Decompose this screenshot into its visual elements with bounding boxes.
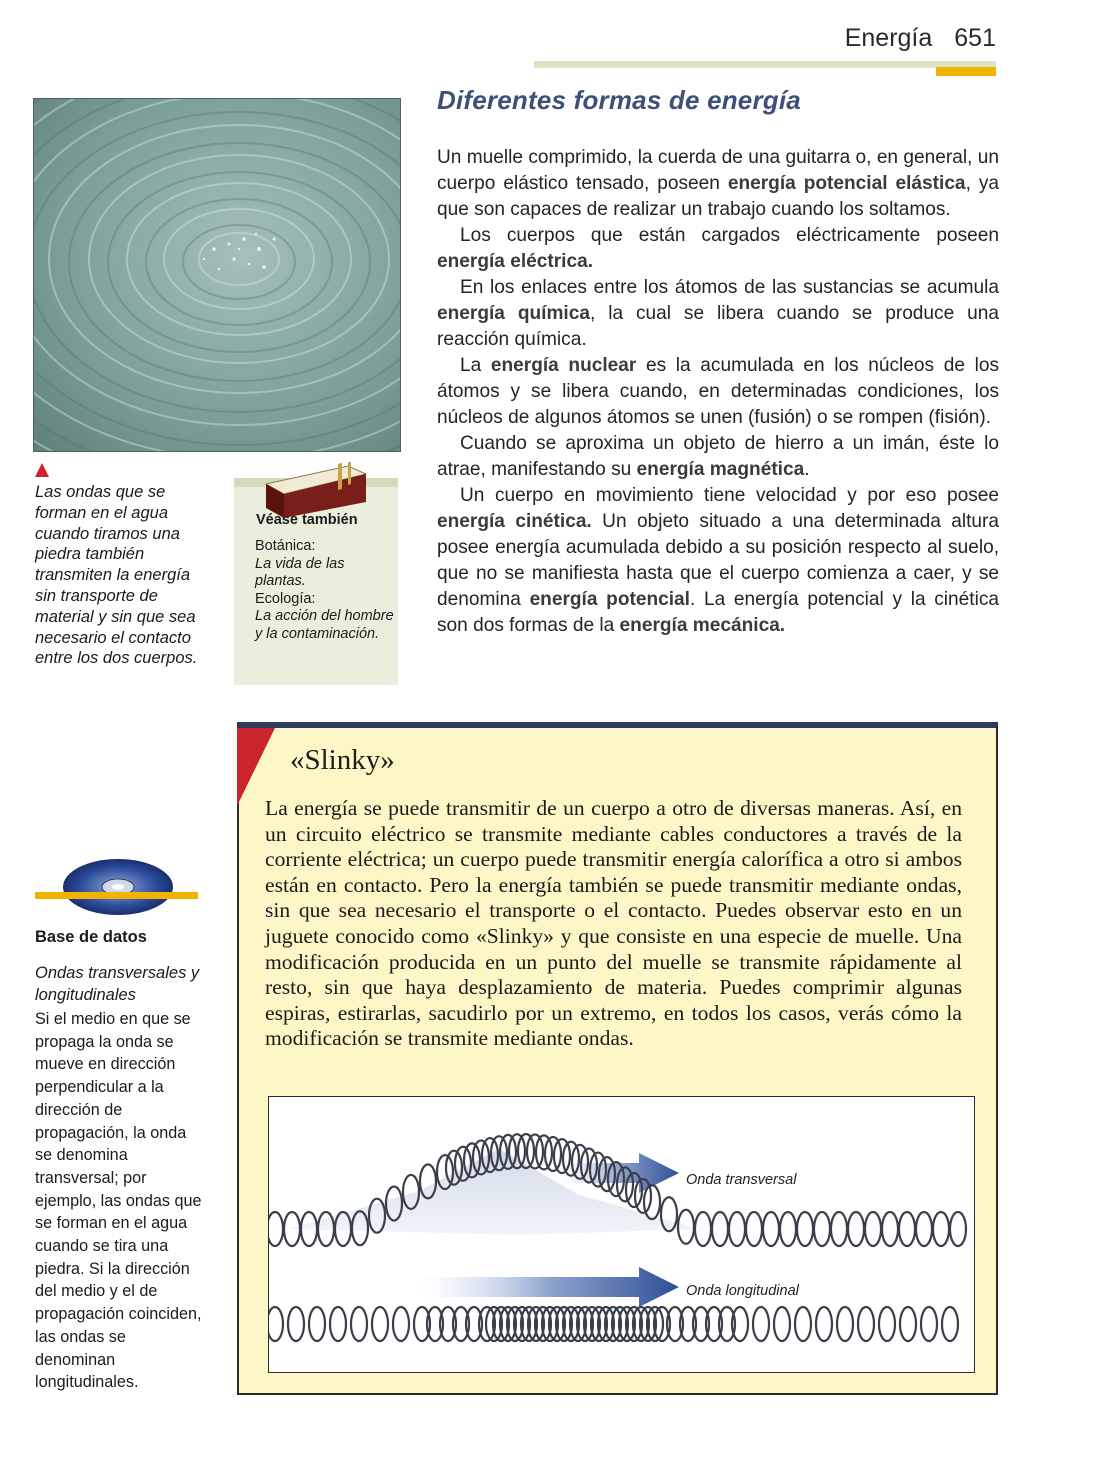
- slinky-coil: [848, 1212, 864, 1246]
- slinky-coil: [899, 1212, 915, 1246]
- paragraph: [437, 431, 999, 483]
- slinky-coil: [763, 1212, 779, 1246]
- text-run: Cuando se aproxima un objeto de hierro a un imán, éste lo atrae, manifestando su: [437, 433, 999, 480]
- header-rule: [534, 61, 996, 68]
- key-term: energía potencial: [529, 589, 690, 610]
- longitudinal-slinky-coils: [269, 1307, 958, 1341]
- slinky-drawing: [269, 1097, 974, 1372]
- slinky-coil: [372, 1307, 388, 1341]
- slinky-coil: [816, 1307, 832, 1341]
- slinky-waves-illustration: [268, 1096, 975, 1373]
- slinky-coil: [858, 1307, 874, 1341]
- section-title: Diferentes formas de energía: [437, 85, 801, 115]
- slinky-coil: [795, 1307, 811, 1341]
- slinky-coil: [780, 1212, 796, 1246]
- slinky-coil: [330, 1307, 346, 1341]
- slinky-coil: [269, 1307, 283, 1341]
- feature-box-title: «Slinky»: [290, 744, 395, 776]
- text-run: La: [460, 355, 491, 376]
- key-term: energía magnética: [636, 459, 805, 480]
- slinky-coil: [797, 1212, 813, 1246]
- running-header: [770, 24, 996, 53]
- cd-rom-icon: [62, 858, 174, 916]
- slinky-coil: [746, 1212, 762, 1246]
- see-also-subject: Ecología:: [255, 590, 316, 607]
- main-text: [437, 145, 999, 639]
- header-accent-bar: [936, 67, 996, 76]
- water-ripples-photo: [33, 98, 401, 452]
- text-run: Un cuerpo en movimiento tiene velocidad y por eso posee: [460, 485, 999, 506]
- key-term: energía química: [437, 303, 590, 324]
- slinky-coil: [900, 1307, 916, 1341]
- sidebar-rule: [35, 892, 198, 899]
- paragraph: [437, 483, 999, 639]
- key-term: energía cinética.: [437, 511, 592, 532]
- photo-caption: Las ondas que se forman en el agua cuando tiramos una piedra también transmiten la energía sin transporte de material y sin que sea necesario el contacto entre los dos cuerpos.: [35, 483, 198, 668]
- slinky-coil: [950, 1212, 966, 1246]
- text-run: . La energía potencial y la cinética son dos formas de la: [437, 589, 999, 636]
- see-also-topic-link[interactable]: La vida de las plantas.: [255, 555, 345, 589]
- slinky-coil: [351, 1307, 367, 1341]
- paragraph: [437, 223, 999, 275]
- see-also-title: Véase también: [256, 512, 358, 528]
- slinky-coil: [309, 1307, 325, 1341]
- text-run: , ya que son capaces de realizar un trabajo cuando los soltamos.: [437, 173, 999, 220]
- key-term: energía eléctrica.: [437, 251, 594, 272]
- text-run: es la acumulada en los núcleos de los átomos y se libera cuando, en determinadas condiciones, los núcleos de algunos átomos se unen (fusión) o se rompen (fisión).: [437, 355, 999, 428]
- slinky-coil: [879, 1307, 895, 1341]
- slinky-coil: [916, 1212, 932, 1246]
- slinky-coil: [942, 1307, 958, 1341]
- slinky-coil: [837, 1307, 853, 1341]
- slinky-coil: [882, 1212, 898, 1246]
- label-transverse-wave: Onda transversal: [686, 1172, 797, 1188]
- slinky-coil: [814, 1212, 830, 1246]
- see-also-topic-link[interactable]: La acción del hombre y la contaminación.: [255, 608, 394, 642]
- key-term: energía potencial elástica: [727, 173, 966, 194]
- sidebar-body: Si el medio en que se propaga la onda se mueve en dirección perpendicular a la dirección de propagación, la onda se denomina transversal; por ejemplo, las ondas que se forman en el agua cuando se tira una piedra. Si la dirección del medio y el de propagación coinciden, las ondas se denominan longitudinales.: [35, 1010, 202, 1392]
- text-run: Los cuerpos que están cargados eléctricamente poseen: [460, 225, 999, 246]
- caption-pointer-icon: [35, 463, 49, 477]
- see-also-subject: Botánica:: [255, 538, 316, 554]
- corner-accent-triangle: [237, 728, 275, 806]
- ripples-drawing: [34, 99, 400, 451]
- key-term: energía mecánica.: [619, 615, 786, 636]
- slinky-coil: [269, 1212, 283, 1246]
- slinky-coil: [712, 1212, 728, 1246]
- slinky-coil: [729, 1212, 745, 1246]
- see-also-list: [255, 538, 395, 643]
- slinky-coil: [288, 1307, 304, 1341]
- slinky-coil: [921, 1307, 937, 1341]
- text-run: Un objeto situado a una determinada altura posee energía acumulada debido a su posición respecto al suelo, que no se manifiesta hasta que el cuerpo comienza a caer, y se denomina: [437, 511, 999, 610]
- page-number: 651: [954, 24, 996, 52]
- text-run: , la cual se libera cuando se produce una reacción química.: [437, 303, 999, 350]
- paragraph: [437, 145, 999, 223]
- text-run: Un muelle comprimido, la cuerda de una guitarra o, en general, un cuerpo elástico tensado, poseen: [437, 147, 999, 194]
- slinky-coil: [774, 1307, 790, 1341]
- label-longitudinal-wave: Onda longitudinal: [686, 1283, 799, 1299]
- slinky-coil: [831, 1212, 847, 1246]
- sidebar-title: Base de datos: [35, 928, 147, 946]
- slinky-coil: [933, 1212, 949, 1246]
- slinky-coil: [644, 1185, 660, 1219]
- slinky-coil: [865, 1212, 881, 1246]
- slinky-coil: [393, 1307, 409, 1341]
- text-run: En los enlaces entre los átomos de las sustancias se acumula: [460, 277, 999, 298]
- slinky-coil: [753, 1307, 769, 1341]
- paragraph: [437, 353, 999, 431]
- arrow-longitudinal-icon: [419, 1267, 679, 1307]
- text-run: .: [804, 459, 810, 480]
- paragraph: [437, 275, 999, 353]
- section-name: Energía: [844, 24, 933, 52]
- sidebar-subtitle: Ondas transversales y longitudinales: [35, 964, 200, 1004]
- feature-box-text: La energía se puede transmitir de un cuerpo a otro de diversas maneras. Así, en un circuito eléctrico se transmite mediante cables conductores a través de la corriente eléctrica; un cuerpo puede transmitir energía calorífica a otro si ambos están en contacto. Pero la energía también se puede transmitir mediante ondas, sin que sea necesario el transporte o el contacto. Puedes observar esto en un juguete conocido como «Slinky» y que consiste en una especie de muelle. Una modificación producida en un punto del muelle se transmite rápidamente al resto, sin que haya desplazamiento de materia. Puedes comprimir algunas espiras, estirarlas, sacudirlo por un extremo, en todos los casos, verás cómo la modificación se transmite mediante ondas.: [265, 796, 962, 1051]
- key-term: energía nuclear: [490, 355, 637, 376]
